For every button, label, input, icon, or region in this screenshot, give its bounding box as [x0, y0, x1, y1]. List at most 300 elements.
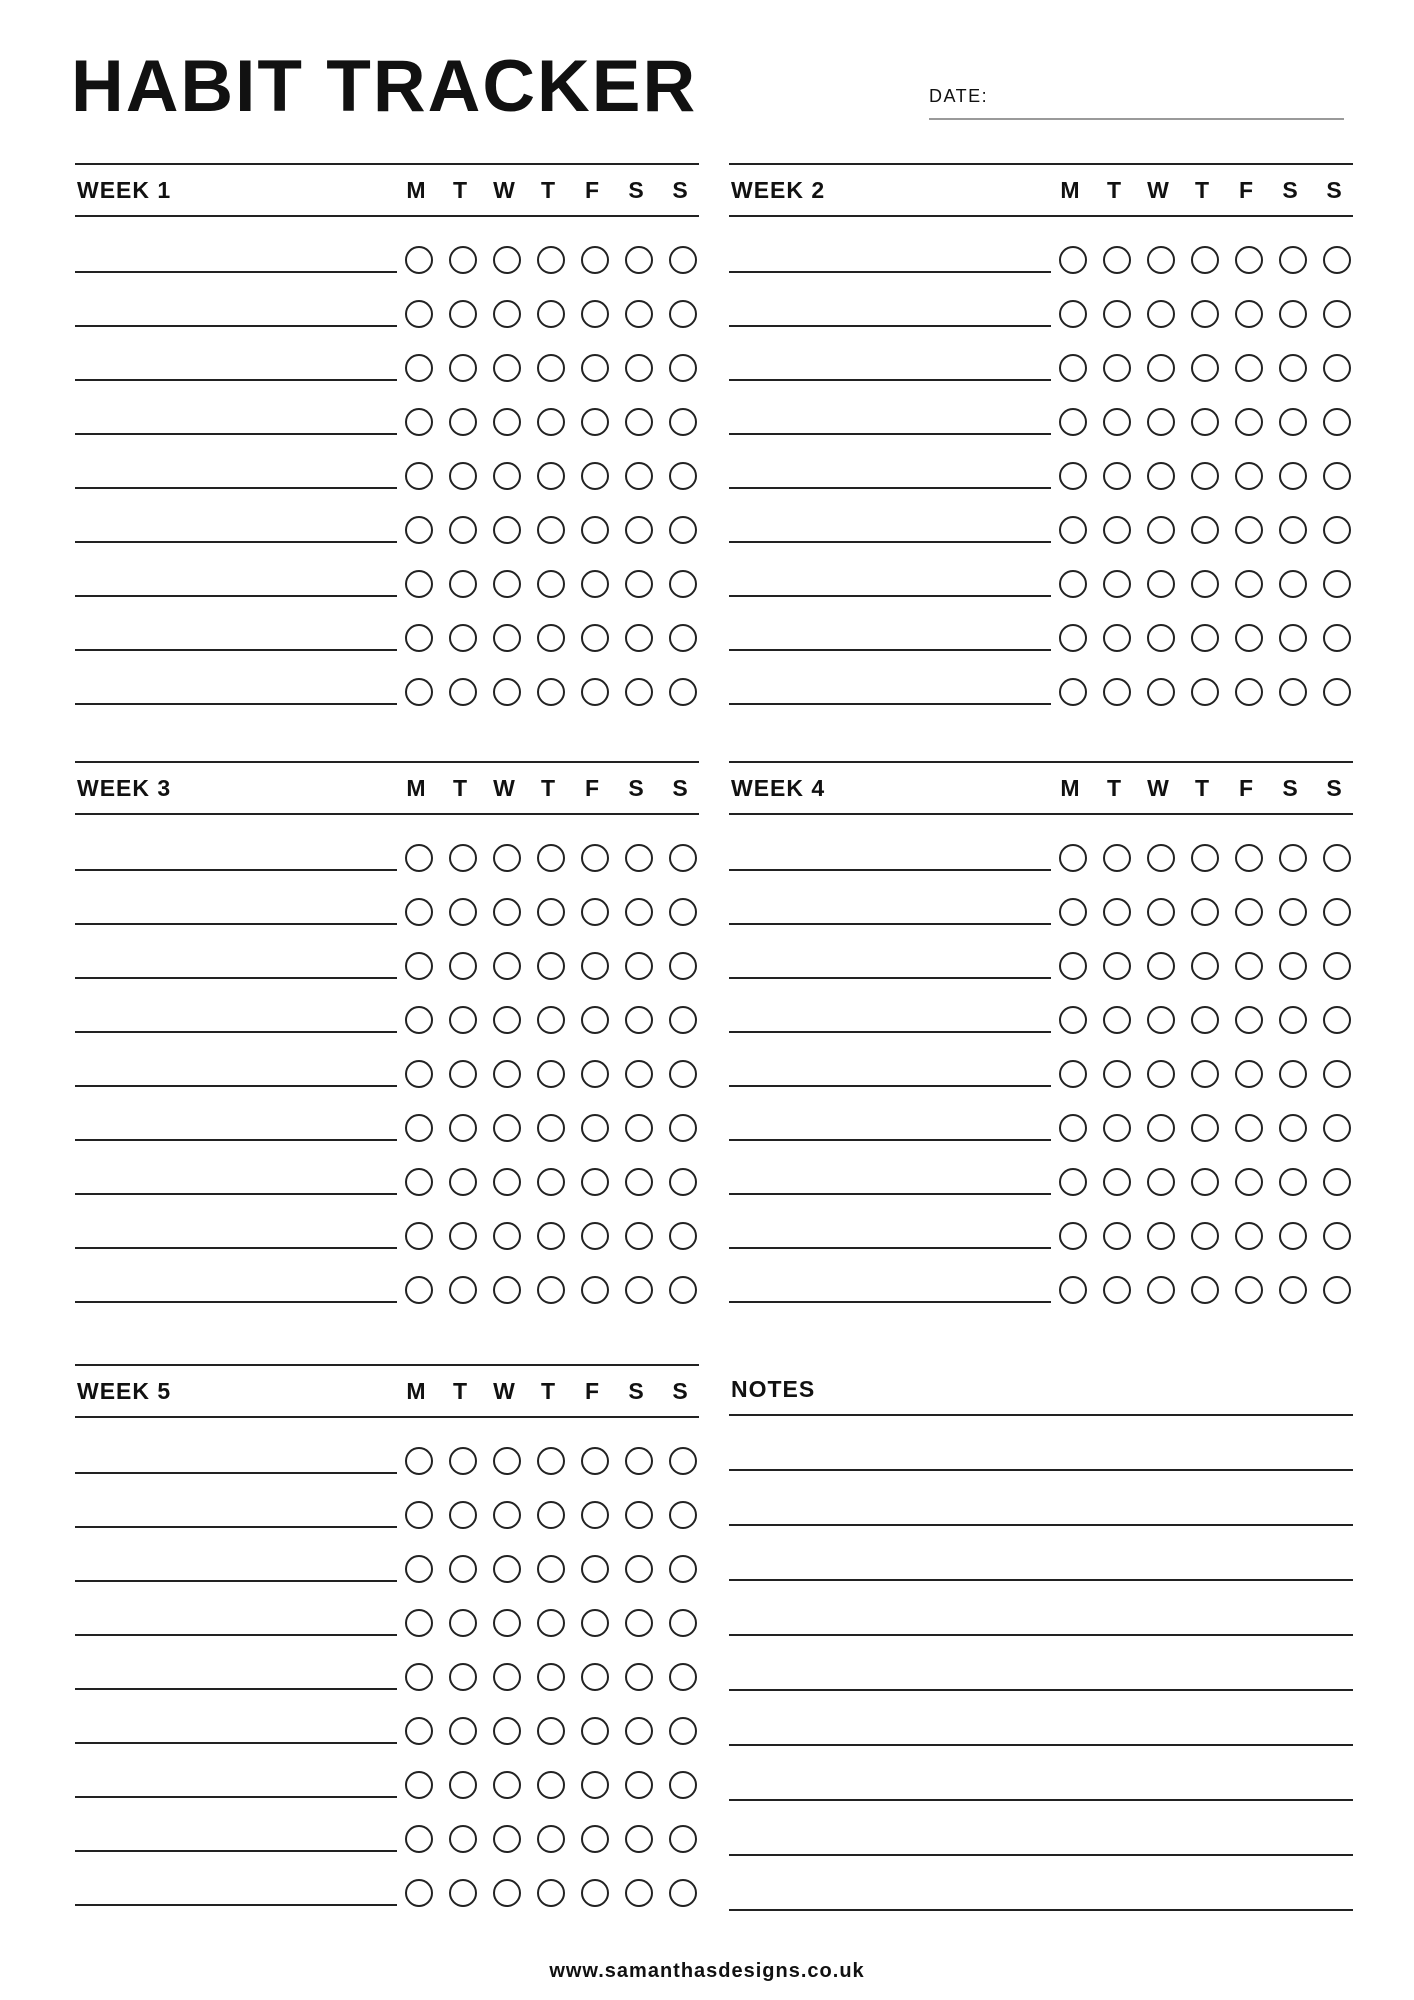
day-checkbox-sat[interactable] [625, 1771, 653, 1799]
day-checkbox-tue[interactable] [1103, 1006, 1131, 1034]
day-checkbox-sat[interactable] [1279, 624, 1307, 652]
day-checkbox-fri[interactable] [581, 1717, 609, 1745]
day-checkbox-mon[interactable] [1059, 1006, 1087, 1034]
day-checkbox-tue[interactable] [449, 1609, 477, 1637]
day-checkbox-mon[interactable] [405, 898, 433, 926]
day-checkbox-sun[interactable] [669, 624, 697, 652]
day-checkbox-tue[interactable] [1103, 844, 1131, 872]
day-checkbox-tue[interactable] [1103, 1114, 1131, 1142]
day-checkbox-thu[interactable] [537, 516, 565, 544]
day-checkbox-wed[interactable] [493, 1168, 521, 1196]
day-checkbox-sat[interactable] [1279, 1168, 1307, 1196]
day-checkbox-fri[interactable] [1235, 570, 1263, 598]
day-checkbox-thu[interactable] [1191, 300, 1219, 328]
day-checkbox-fri[interactable] [1235, 300, 1263, 328]
day-checkbox-wed[interactable] [1147, 570, 1175, 598]
day-checkbox-sun[interactable] [1323, 1276, 1351, 1304]
habit-name-input[interactable] [729, 293, 1051, 327]
day-checkbox-mon[interactable] [405, 844, 433, 872]
day-checkbox-sat[interactable] [1279, 300, 1307, 328]
day-checkbox-thu[interactable] [537, 1555, 565, 1583]
day-checkbox-fri[interactable] [1235, 408, 1263, 436]
date-input[interactable] [999, 80, 1343, 112]
day-checkbox-sat[interactable] [625, 1447, 653, 1475]
day-checkbox-sun[interactable] [1323, 898, 1351, 926]
day-checkbox-fri[interactable] [581, 570, 609, 598]
day-checkbox-fri[interactable] [581, 1447, 609, 1475]
day-checkbox-mon[interactable] [405, 1060, 433, 1088]
day-checkbox-thu[interactable] [537, 354, 565, 382]
day-checkbox-tue[interactable] [449, 1825, 477, 1853]
day-checkbox-fri[interactable] [1235, 1276, 1263, 1304]
day-checkbox-wed[interactable] [1147, 1276, 1175, 1304]
notes-line[interactable] [729, 1856, 1353, 1911]
day-checkbox-tue[interactable] [1103, 408, 1131, 436]
day-checkbox-sun[interactable] [669, 1060, 697, 1088]
day-checkbox-thu[interactable] [1191, 1006, 1219, 1034]
day-checkbox-mon[interactable] [1059, 570, 1087, 598]
day-checkbox-mon[interactable] [405, 246, 433, 274]
day-checkbox-sat[interactable] [1279, 1006, 1307, 1034]
day-checkbox-sun[interactable] [669, 1501, 697, 1529]
day-checkbox-fri[interactable] [581, 1006, 609, 1034]
habit-name-input[interactable] [729, 617, 1051, 651]
habit-name-input[interactable] [75, 1494, 397, 1528]
day-checkbox-sun[interactable] [1323, 844, 1351, 872]
day-checkbox-wed[interactable] [493, 354, 521, 382]
day-checkbox-mon[interactable] [1059, 898, 1087, 926]
day-checkbox-thu[interactable] [537, 300, 565, 328]
day-checkbox-wed[interactable] [493, 1060, 521, 1088]
day-checkbox-wed[interactable] [493, 1609, 521, 1637]
day-checkbox-fri[interactable] [581, 1276, 609, 1304]
day-checkbox-fri[interactable] [581, 354, 609, 382]
notes-line[interactable] [729, 1581, 1353, 1636]
habit-name-input[interactable] [729, 837, 1051, 871]
day-checkbox-sat[interactable] [625, 516, 653, 544]
day-checkbox-thu[interactable] [537, 1006, 565, 1034]
day-checkbox-sun[interactable] [669, 1222, 697, 1250]
day-checkbox-sat[interactable] [625, 462, 653, 490]
day-checkbox-sat[interactable] [625, 952, 653, 980]
day-checkbox-fri[interactable] [581, 898, 609, 926]
notes-line[interactable] [729, 1416, 1353, 1471]
day-checkbox-sat[interactable] [1279, 408, 1307, 436]
day-checkbox-sat[interactable] [625, 1879, 653, 1907]
habit-name-input[interactable] [729, 999, 1051, 1033]
day-checkbox-tue[interactable] [449, 408, 477, 436]
day-checkbox-sun[interactable] [1323, 570, 1351, 598]
habit-name-input[interactable] [729, 455, 1051, 489]
habit-name-input[interactable] [729, 239, 1051, 273]
day-checkbox-thu[interactable] [1191, 678, 1219, 706]
habit-name-input[interactable] [75, 1440, 397, 1474]
habit-name-input[interactable] [75, 1872, 397, 1906]
day-checkbox-thu[interactable] [537, 1222, 565, 1250]
day-checkbox-sun[interactable] [669, 1771, 697, 1799]
habit-name-input[interactable] [75, 1764, 397, 1798]
day-checkbox-thu[interactable] [537, 1276, 565, 1304]
day-checkbox-mon[interactable] [1059, 1276, 1087, 1304]
day-checkbox-fri[interactable] [1235, 678, 1263, 706]
day-checkbox-mon[interactable] [1059, 844, 1087, 872]
habit-name-input[interactable] [75, 401, 397, 435]
day-checkbox-wed[interactable] [1147, 300, 1175, 328]
day-checkbox-sun[interactable] [1323, 462, 1351, 490]
day-checkbox-thu[interactable] [537, 1771, 565, 1799]
day-checkbox-tue[interactable] [1103, 1276, 1131, 1304]
day-checkbox-mon[interactable] [1059, 516, 1087, 544]
habit-name-input[interactable] [75, 1710, 397, 1744]
day-checkbox-tue[interactable] [449, 1879, 477, 1907]
habit-name-input[interactable] [729, 1053, 1051, 1087]
day-checkbox-wed[interactable] [493, 408, 521, 436]
habit-name-input[interactable] [75, 999, 397, 1033]
habit-name-input[interactable] [729, 1215, 1051, 1249]
day-checkbox-thu[interactable] [1191, 246, 1219, 274]
day-checkbox-fri[interactable] [581, 246, 609, 274]
day-checkbox-tue[interactable] [449, 246, 477, 274]
day-checkbox-sat[interactable] [1279, 354, 1307, 382]
day-checkbox-sat[interactable] [1279, 570, 1307, 598]
day-checkbox-mon[interactable] [1059, 1060, 1087, 1088]
day-checkbox-thu[interactable] [1191, 844, 1219, 872]
day-checkbox-wed[interactable] [1147, 1168, 1175, 1196]
day-checkbox-wed[interactable] [493, 1114, 521, 1142]
day-checkbox-thu[interactable] [537, 678, 565, 706]
day-checkbox-mon[interactable] [1059, 246, 1087, 274]
day-checkbox-fri[interactable] [581, 1168, 609, 1196]
day-checkbox-wed[interactable] [1147, 1060, 1175, 1088]
habit-name-input[interactable] [729, 891, 1051, 925]
day-checkbox-sat[interactable] [625, 1825, 653, 1853]
day-checkbox-tue[interactable] [1103, 570, 1131, 598]
day-checkbox-wed[interactable] [493, 624, 521, 652]
day-checkbox-tue[interactable] [1103, 300, 1131, 328]
day-checkbox-fri[interactable] [1235, 354, 1263, 382]
day-checkbox-fri[interactable] [581, 1555, 609, 1583]
day-checkbox-fri[interactable] [581, 624, 609, 652]
day-checkbox-wed[interactable] [493, 1006, 521, 1034]
day-checkbox-sun[interactable] [669, 462, 697, 490]
day-checkbox-sun[interactable] [1323, 408, 1351, 436]
day-checkbox-sat[interactable] [625, 1114, 653, 1142]
habit-name-input[interactable] [75, 1215, 397, 1249]
day-checkbox-wed[interactable] [493, 1447, 521, 1475]
day-checkbox-thu[interactable] [537, 1879, 565, 1907]
day-checkbox-mon[interactable] [405, 952, 433, 980]
day-checkbox-sun[interactable] [669, 1006, 697, 1034]
day-checkbox-thu[interactable] [1191, 952, 1219, 980]
day-checkbox-mon[interactable] [405, 1006, 433, 1034]
day-checkbox-wed[interactable] [1147, 898, 1175, 926]
habit-name-input[interactable] [75, 239, 397, 273]
day-checkbox-wed[interactable] [493, 462, 521, 490]
habit-name-input[interactable] [75, 837, 397, 871]
day-checkbox-fri[interactable] [581, 462, 609, 490]
day-checkbox-mon[interactable] [1059, 300, 1087, 328]
day-checkbox-sun[interactable] [1323, 246, 1351, 274]
day-checkbox-fri[interactable] [581, 1879, 609, 1907]
day-checkbox-tue[interactable] [449, 1006, 477, 1034]
notes-line[interactable] [729, 1471, 1353, 1526]
day-checkbox-mon[interactable] [1059, 624, 1087, 652]
day-checkbox-mon[interactable] [405, 1717, 433, 1745]
habit-name-input[interactable] [75, 891, 397, 925]
day-checkbox-sat[interactable] [625, 1168, 653, 1196]
day-checkbox-wed[interactable] [493, 1501, 521, 1529]
day-checkbox-sun[interactable] [669, 1825, 697, 1853]
day-checkbox-mon[interactable] [405, 1825, 433, 1853]
day-checkbox-fri[interactable] [581, 952, 609, 980]
day-checkbox-fri[interactable] [1235, 462, 1263, 490]
habit-name-input[interactable] [729, 671, 1051, 705]
day-checkbox-mon[interactable] [405, 516, 433, 544]
day-checkbox-wed[interactable] [493, 300, 521, 328]
day-checkbox-sun[interactable] [669, 408, 697, 436]
day-checkbox-tue[interactable] [449, 1663, 477, 1691]
day-checkbox-wed[interactable] [1147, 246, 1175, 274]
day-checkbox-sun[interactable] [1323, 1222, 1351, 1250]
day-checkbox-fri[interactable] [1235, 516, 1263, 544]
day-checkbox-tue[interactable] [1103, 898, 1131, 926]
day-checkbox-mon[interactable] [1059, 1114, 1087, 1142]
day-checkbox-tue[interactable] [449, 678, 477, 706]
habit-name-input[interactable] [729, 1161, 1051, 1195]
notes-line[interactable] [729, 1746, 1353, 1801]
day-checkbox-tue[interactable] [1103, 516, 1131, 544]
day-checkbox-sat[interactable] [625, 678, 653, 706]
day-checkbox-mon[interactable] [405, 354, 433, 382]
day-checkbox-sat[interactable] [1279, 952, 1307, 980]
day-checkbox-tue[interactable] [1103, 624, 1131, 652]
habit-name-input[interactable] [729, 1269, 1051, 1303]
day-checkbox-tue[interactable] [449, 844, 477, 872]
day-checkbox-mon[interactable] [405, 1447, 433, 1475]
day-checkbox-tue[interactable] [449, 952, 477, 980]
day-checkbox-tue[interactable] [1103, 952, 1131, 980]
habit-name-input[interactable] [75, 509, 397, 543]
day-checkbox-tue[interactable] [449, 1060, 477, 1088]
day-checkbox-tue[interactable] [449, 570, 477, 598]
day-checkbox-wed[interactable] [1147, 1114, 1175, 1142]
day-checkbox-mon[interactable] [1059, 408, 1087, 436]
day-checkbox-thu[interactable] [537, 952, 565, 980]
day-checkbox-sat[interactable] [1279, 246, 1307, 274]
day-checkbox-sat[interactable] [625, 844, 653, 872]
day-checkbox-fri[interactable] [1235, 1006, 1263, 1034]
day-checkbox-sat[interactable] [625, 898, 653, 926]
day-checkbox-tue[interactable] [449, 1771, 477, 1799]
day-checkbox-sun[interactable] [1323, 678, 1351, 706]
day-checkbox-wed[interactable] [493, 898, 521, 926]
day-checkbox-sat[interactable] [625, 1663, 653, 1691]
day-checkbox-tue[interactable] [449, 1168, 477, 1196]
habit-name-input[interactable] [75, 293, 397, 327]
day-checkbox-sun[interactable] [669, 678, 697, 706]
day-checkbox-sun[interactable] [669, 898, 697, 926]
habit-name-input[interactable] [729, 401, 1051, 435]
day-checkbox-wed[interactable] [493, 844, 521, 872]
day-checkbox-wed[interactable] [493, 1879, 521, 1907]
day-checkbox-tue[interactable] [1103, 1222, 1131, 1250]
day-checkbox-sun[interactable] [669, 844, 697, 872]
day-checkbox-thu[interactable] [537, 844, 565, 872]
habit-name-input[interactable] [75, 617, 397, 651]
day-checkbox-sat[interactable] [625, 354, 653, 382]
day-checkbox-mon[interactable] [405, 408, 433, 436]
day-checkbox-fri[interactable] [1235, 246, 1263, 274]
day-checkbox-mon[interactable] [1059, 952, 1087, 980]
day-checkbox-mon[interactable] [405, 1276, 433, 1304]
day-checkbox-fri[interactable] [1235, 624, 1263, 652]
day-checkbox-thu[interactable] [537, 1501, 565, 1529]
day-checkbox-tue[interactable] [449, 1114, 477, 1142]
day-checkbox-fri[interactable] [1235, 1168, 1263, 1196]
day-checkbox-mon[interactable] [1059, 1222, 1087, 1250]
day-checkbox-thu[interactable] [537, 1447, 565, 1475]
day-checkbox-thu[interactable] [537, 1114, 565, 1142]
day-checkbox-sat[interactable] [625, 1222, 653, 1250]
day-checkbox-thu[interactable] [537, 570, 565, 598]
day-checkbox-sat[interactable] [625, 570, 653, 598]
day-checkbox-sat[interactable] [625, 1717, 653, 1745]
day-checkbox-tue[interactable] [449, 354, 477, 382]
day-checkbox-thu[interactable] [537, 898, 565, 926]
day-checkbox-fri[interactable] [581, 844, 609, 872]
day-checkbox-tue[interactable] [449, 1555, 477, 1583]
day-checkbox-mon[interactable] [405, 570, 433, 598]
day-checkbox-mon[interactable] [405, 1609, 433, 1637]
day-checkbox-thu[interactable] [1191, 624, 1219, 652]
habit-name-input[interactable] [75, 1053, 397, 1087]
day-checkbox-sat[interactable] [625, 1609, 653, 1637]
day-checkbox-mon[interactable] [1059, 354, 1087, 382]
day-checkbox-thu[interactable] [537, 1717, 565, 1745]
day-checkbox-sat[interactable] [625, 1060, 653, 1088]
notes-line[interactable] [729, 1526, 1353, 1581]
day-checkbox-thu[interactable] [1191, 1168, 1219, 1196]
day-checkbox-wed[interactable] [493, 1771, 521, 1799]
day-checkbox-thu[interactable] [1191, 1276, 1219, 1304]
day-checkbox-tue[interactable] [449, 516, 477, 544]
day-checkbox-mon[interactable] [1059, 678, 1087, 706]
day-checkbox-sun[interactable] [669, 1114, 697, 1142]
day-checkbox-sat[interactable] [1279, 1222, 1307, 1250]
habit-name-input[interactable] [729, 563, 1051, 597]
day-checkbox-sat[interactable] [625, 1276, 653, 1304]
habit-name-input[interactable] [75, 1269, 397, 1303]
day-checkbox-mon[interactable] [1059, 462, 1087, 490]
day-checkbox-tue[interactable] [449, 1447, 477, 1475]
habit-name-input[interactable] [75, 455, 397, 489]
day-checkbox-mon[interactable] [405, 1879, 433, 1907]
day-checkbox-tue[interactable] [1103, 1168, 1131, 1196]
day-checkbox-sat[interactable] [625, 624, 653, 652]
day-checkbox-thu[interactable] [1191, 462, 1219, 490]
day-checkbox-wed[interactable] [1147, 624, 1175, 652]
day-checkbox-tue[interactable] [449, 624, 477, 652]
day-checkbox-tue[interactable] [1103, 246, 1131, 274]
day-checkbox-fri[interactable] [581, 1501, 609, 1529]
day-checkbox-wed[interactable] [493, 570, 521, 598]
day-checkbox-tue[interactable] [449, 462, 477, 490]
day-checkbox-wed[interactable] [493, 1663, 521, 1691]
day-checkbox-sat[interactable] [1279, 1276, 1307, 1304]
day-checkbox-fri[interactable] [581, 678, 609, 706]
day-checkbox-wed[interactable] [493, 678, 521, 706]
day-checkbox-fri[interactable] [581, 1060, 609, 1088]
day-checkbox-thu[interactable] [1191, 354, 1219, 382]
day-checkbox-thu[interactable] [537, 246, 565, 274]
day-checkbox-thu[interactable] [1191, 898, 1219, 926]
day-checkbox-wed[interactable] [1147, 462, 1175, 490]
day-checkbox-mon[interactable] [1059, 1168, 1087, 1196]
day-checkbox-sat[interactable] [1279, 1060, 1307, 1088]
habit-name-input[interactable] [75, 671, 397, 705]
day-checkbox-tue[interactable] [449, 898, 477, 926]
day-checkbox-sat[interactable] [1279, 462, 1307, 490]
habit-name-input[interactable] [729, 347, 1051, 381]
habit-name-input[interactable] [75, 1548, 397, 1582]
day-checkbox-thu[interactable] [537, 1060, 565, 1088]
day-checkbox-fri[interactable] [581, 516, 609, 544]
day-checkbox-wed[interactable] [1147, 844, 1175, 872]
habit-name-input[interactable] [75, 1161, 397, 1195]
notes-line[interactable] [729, 1636, 1353, 1691]
day-checkbox-sat[interactable] [625, 1501, 653, 1529]
day-checkbox-fri[interactable] [1235, 1222, 1263, 1250]
day-checkbox-mon[interactable] [405, 462, 433, 490]
day-checkbox-fri[interactable] [581, 1222, 609, 1250]
day-checkbox-tue[interactable] [449, 1276, 477, 1304]
habit-name-input[interactable] [729, 509, 1051, 543]
day-checkbox-tue[interactable] [1103, 1060, 1131, 1088]
day-checkbox-fri[interactable] [581, 1114, 609, 1142]
day-checkbox-tue[interactable] [449, 1717, 477, 1745]
day-checkbox-fri[interactable] [581, 1609, 609, 1637]
day-checkbox-wed[interactable] [493, 1555, 521, 1583]
day-checkbox-thu[interactable] [1191, 1114, 1219, 1142]
day-checkbox-fri[interactable] [1235, 898, 1263, 926]
day-checkbox-sun[interactable] [1323, 354, 1351, 382]
day-checkbox-sun[interactable] [1323, 516, 1351, 544]
day-checkbox-sun[interactable] [1323, 1114, 1351, 1142]
day-checkbox-wed[interactable] [493, 1276, 521, 1304]
habit-name-input[interactable] [75, 563, 397, 597]
day-checkbox-sun[interactable] [669, 246, 697, 274]
day-checkbox-wed[interactable] [1147, 516, 1175, 544]
day-checkbox-wed[interactable] [1147, 1222, 1175, 1250]
day-checkbox-fri[interactable] [581, 1825, 609, 1853]
habit-name-input[interactable] [729, 1107, 1051, 1141]
day-checkbox-tue[interactable] [449, 300, 477, 328]
day-checkbox-thu[interactable] [1191, 1222, 1219, 1250]
day-checkbox-thu[interactable] [537, 1168, 565, 1196]
habit-name-input[interactable] [729, 945, 1051, 979]
day-checkbox-sun[interactable] [669, 570, 697, 598]
day-checkbox-wed[interactable] [1147, 678, 1175, 706]
day-checkbox-mon[interactable] [405, 1114, 433, 1142]
day-checkbox-mon[interactable] [405, 1555, 433, 1583]
day-checkbox-sun[interactable] [1323, 624, 1351, 652]
day-checkbox-fri[interactable] [581, 408, 609, 436]
day-checkbox-thu[interactable] [1191, 570, 1219, 598]
day-checkbox-fri[interactable] [581, 1663, 609, 1691]
day-checkbox-sat[interactable] [625, 300, 653, 328]
day-checkbox-thu[interactable] [537, 1825, 565, 1853]
day-checkbox-tue[interactable] [449, 1501, 477, 1529]
